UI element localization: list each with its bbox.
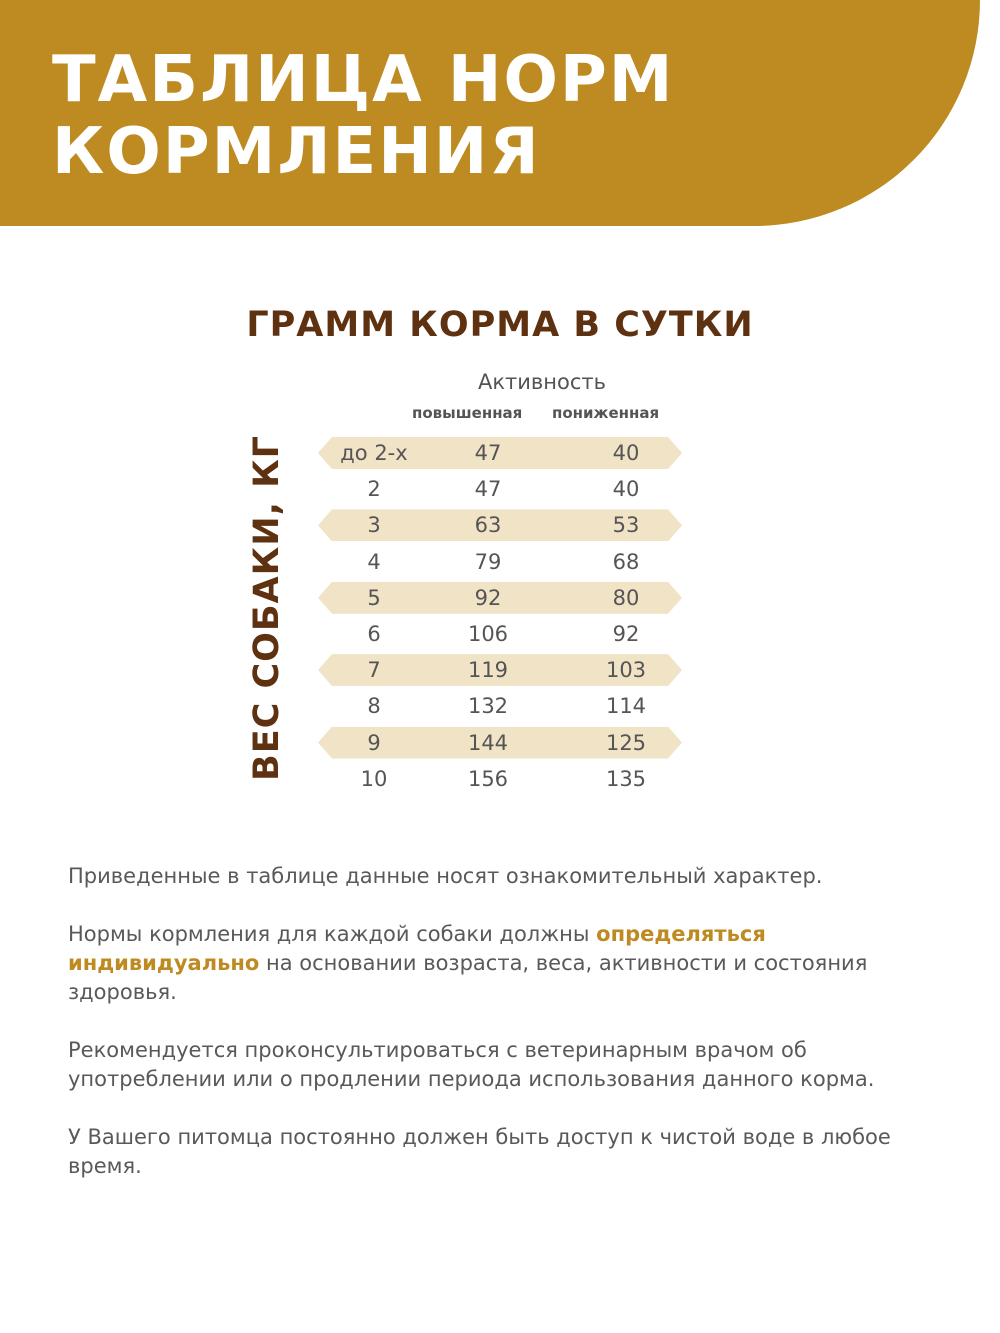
activity-header: Активность [477, 370, 607, 394]
note-text: Нормы кормления для каждой собаки должны [68, 922, 597, 946]
table-row [318, 471, 682, 507]
low-activity-cell: 103 [605, 658, 647, 683]
table-row [318, 435, 682, 471]
high-activity-cell: 79 [474, 549, 502, 574]
weight-cell: 7 [367, 658, 381, 683]
notes-section [68, 862, 928, 1210]
note-highlight: определяться индивидуально [68, 922, 766, 975]
table-row [318, 688, 682, 724]
page-title-line-2: КОРМЛЕНИЯ [52, 115, 541, 189]
table-row [318, 616, 682, 652]
low-activity-cell: 40 [612, 477, 640, 502]
high-activity-cell: 106 [467, 621, 509, 646]
note-paragraph: Рекомендуется проконсультироваться с ветеринарным врачом об употреблении или о продлении периода использования данного корма. [68, 1038, 875, 1091]
table-title: ГРАММ КОРМА В СУТКИ [246, 305, 754, 345]
low-activity-cell: 40 [612, 441, 640, 465]
feeding-table [318, 435, 682, 797]
weight-cell: 10 [360, 766, 388, 791]
weight-cell: 3 [367, 513, 381, 538]
high-activity-cell: 47 [474, 441, 502, 465]
table-row [318, 507, 682, 543]
low-activity-cell: 68 [612, 549, 640, 574]
weight-cell: 4 [367, 549, 381, 574]
low-activity-cell: 135 [605, 766, 647, 791]
weight-cell: 9 [367, 730, 381, 755]
note-paragraph: Приведенные в таблице данные носят ознакомительный характер. [68, 864, 823, 888]
page-title-line-1: ТАБЛИЦА НОРМ [52, 43, 675, 117]
table-row [318, 544, 682, 580]
table-row [318, 725, 682, 761]
weight-cell: до 2-х [340, 441, 408, 465]
low-activity-cell: 114 [605, 694, 647, 719]
column-header-low: пониженная [552, 404, 660, 422]
note-paragraph [68, 920, 928, 1007]
high-activity-cell: 92 [474, 585, 502, 610]
table-row [318, 761, 682, 797]
note-paragraph: У Вашего питомца постоянно должен быть доступ к чистой воде в любое время. [68, 1125, 891, 1178]
high-activity-cell: 119 [467, 658, 509, 683]
weight-cell: 8 [367, 694, 381, 719]
weight-cell: 6 [367, 621, 381, 646]
high-activity-cell: 47 [474, 477, 502, 502]
low-activity-cell: 92 [612, 621, 640, 646]
high-activity-cell: 156 [467, 766, 509, 791]
high-activity-cell: 132 [467, 694, 509, 719]
column-header-high: повышенная [412, 404, 523, 422]
table-row [318, 580, 682, 616]
note-text: на основании возраста, веса, активности и состояния здоровья. [68, 951, 868, 1004]
high-activity-cell: 144 [467, 730, 509, 755]
weight-axis-label: ВЕС СОБАКИ, КГ [247, 435, 287, 781]
table-row [318, 652, 682, 688]
low-activity-cell: 125 [605, 730, 647, 755]
weight-cell: 5 [367, 585, 381, 610]
weight-cell: 2 [367, 477, 381, 502]
header-banner [0, 0, 980, 226]
low-activity-cell: 53 [612, 513, 640, 538]
low-activity-cell: 80 [612, 585, 640, 610]
page-title [52, 44, 674, 188]
high-activity-cell: 63 [474, 513, 502, 538]
